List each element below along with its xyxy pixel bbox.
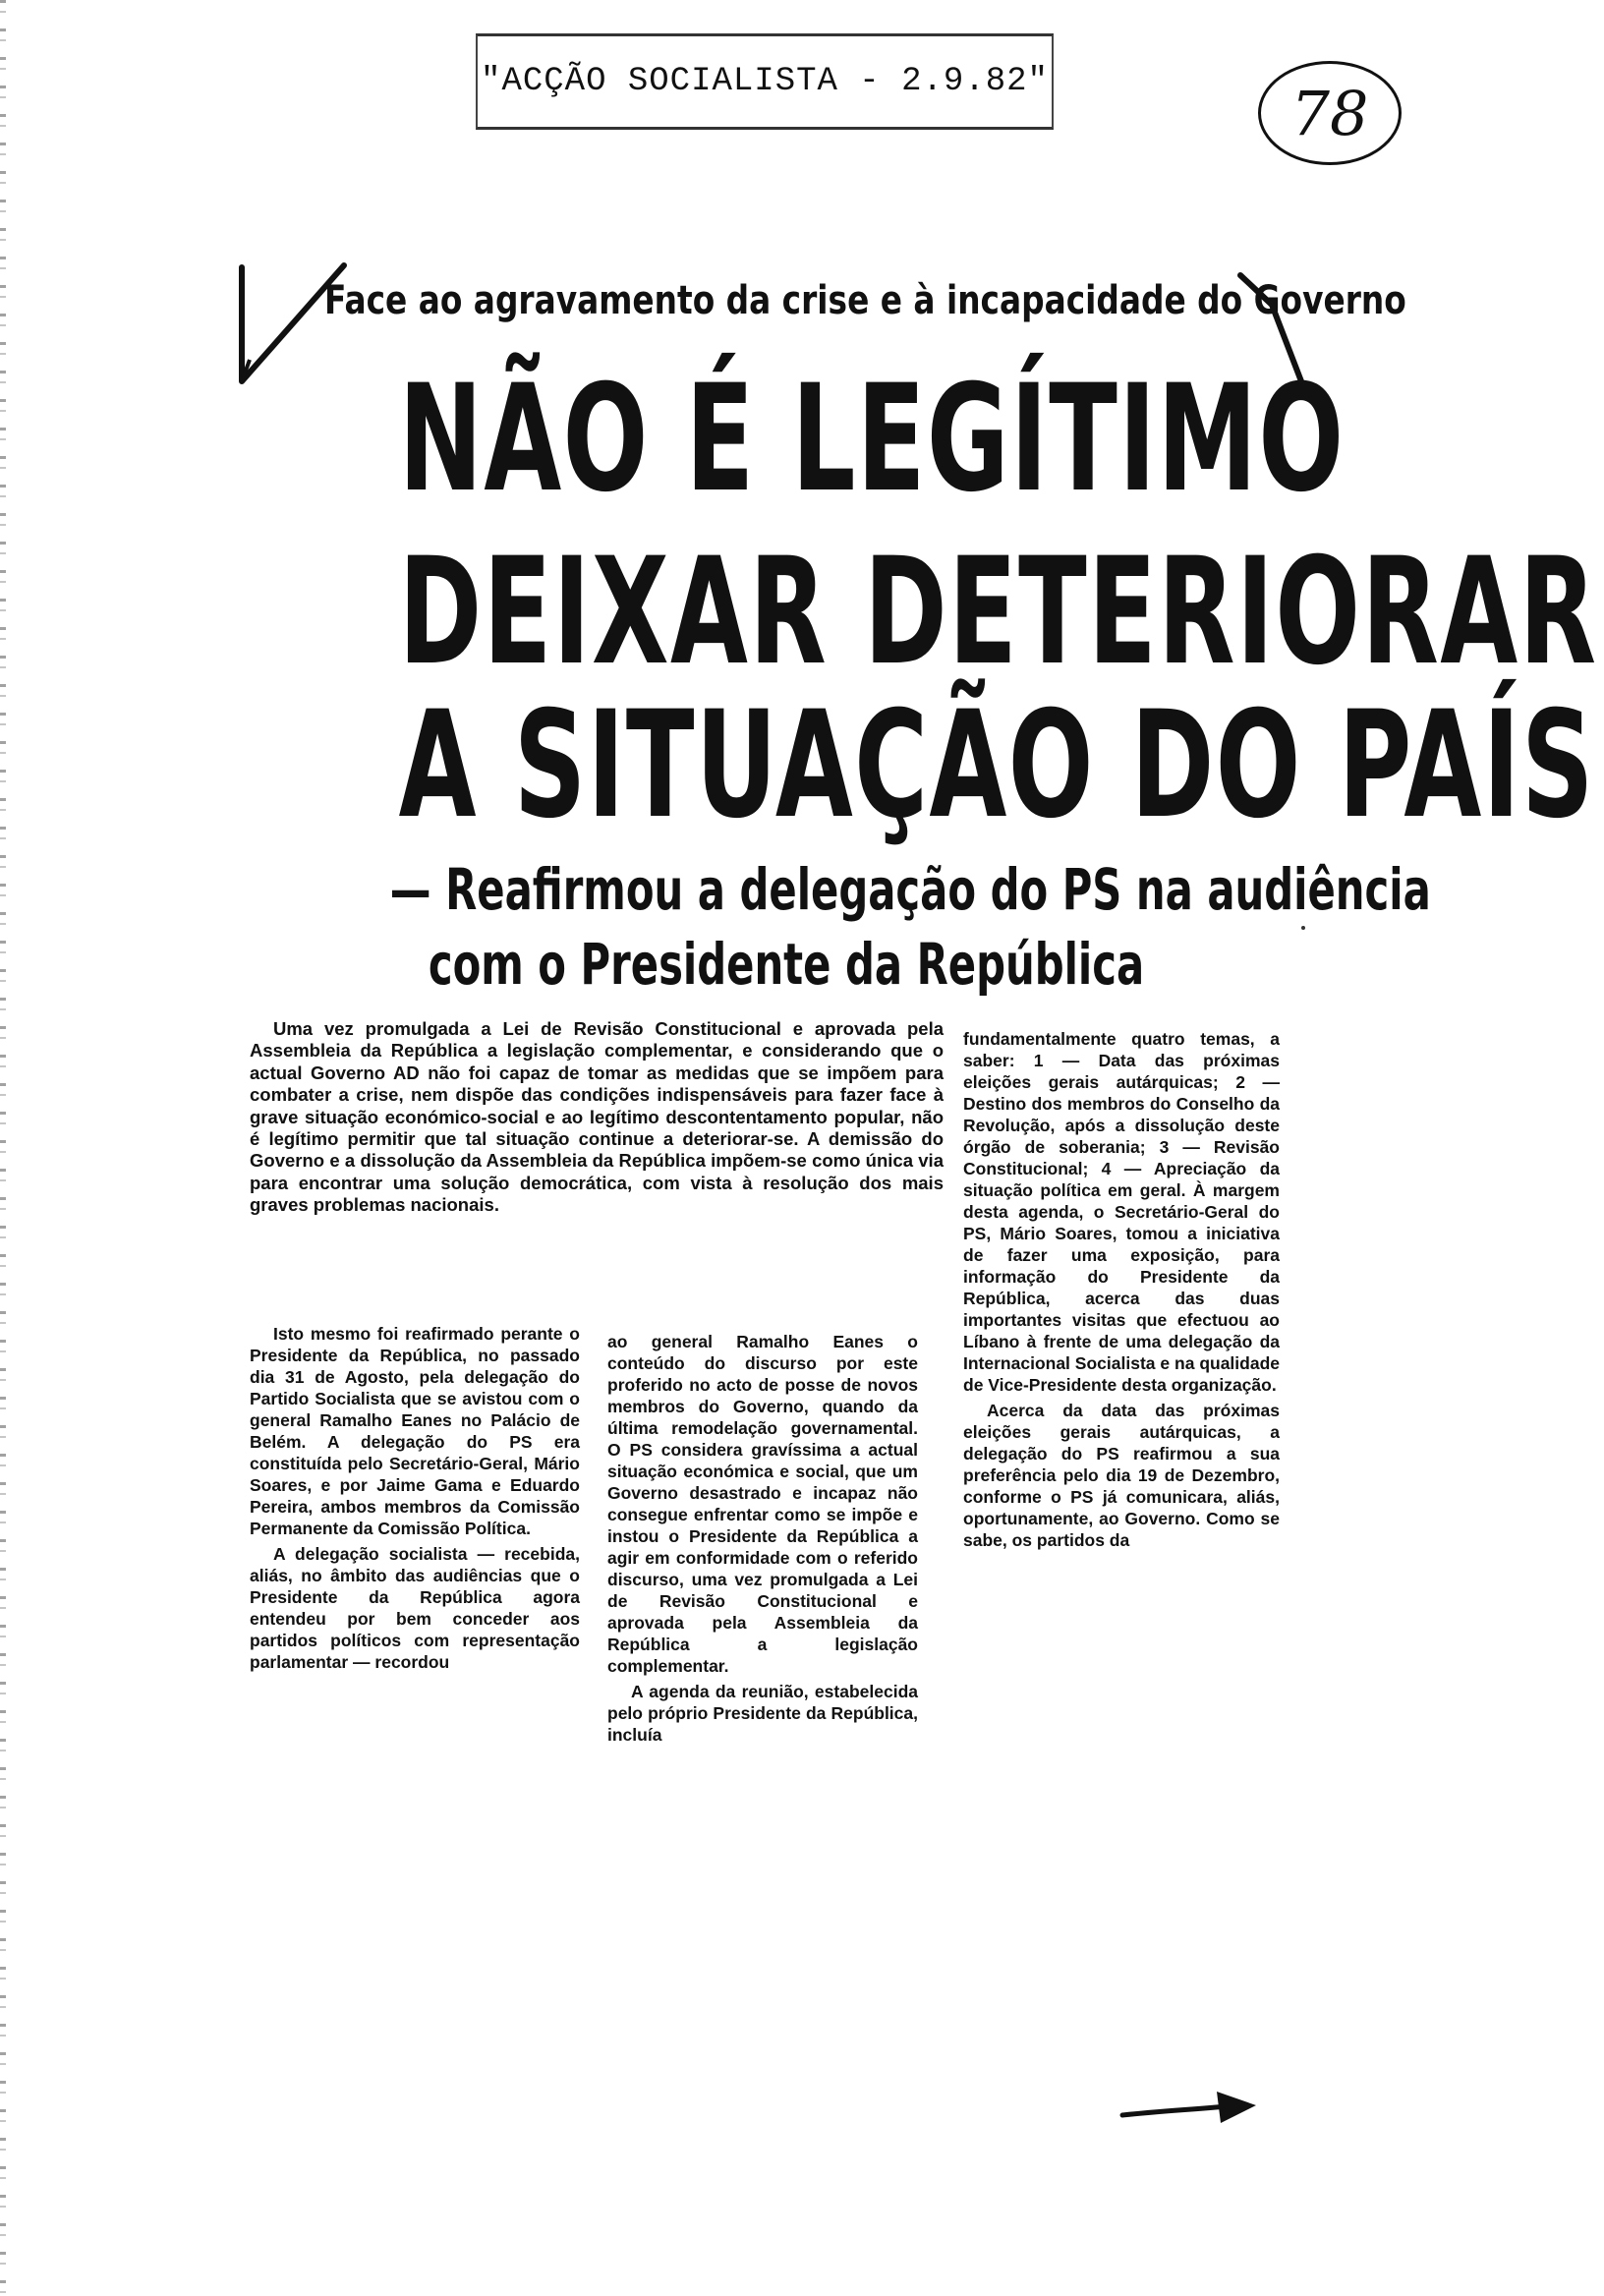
column-2-paragraph-1: ao general Ramalho Eanes o conteúdo do discurso por este proferido no acto de posse de novos membros do Governo, quando da última remodelação governamental. O PS considera gravíssima a actual situação económica e social, que um Governo desastrado e incapaz não consegue enfrentar como se impõe e instou o Presidente da República a agir em conformidade com o referido discurso, uma vez promulgada a Lei de Revisão Constitucional e aprovada pela Assembleia da República a legislação complementar. [607,1332,918,1676]
column-1-paragraph-1: Isto mesmo foi reafirmado perante o Presidente da República, no passado dia 31 de Agosto, pela delegação do Partido Socialista que se avistou com o general Ramalho Eanes no Palácio de Belém. A delegação do PS era constituída pelo Secretário-Geral, Mário Soares, e por Jaime Gama e Eduardo Pereira, ambos membros da Comissão Permanente da Comissão Política. [250,1324,580,1538]
subheadline-line-2: com o Presidente da República [428,931,1145,998]
article-column-1 [250,1323,580,1673]
lead-paragraph [250,1018,944,1217]
page-number-circle [1258,61,1402,165]
column-3-paragraph-2: Acerca da data das próximas eleições gerais autárquicas, a delegação do PS reafirmou a sua preferência pelo dia 19 de Dezembro, conforme o PS já comunicara, aliás, oportunamente, ao Governo. Como se sabe, os partidos da [963,1401,1280,1550]
headline-line-2: DEIXAR DETERIORAR [398,527,1598,698]
headline-line-1: NÃO É LEGÍTIMO [398,354,1346,525]
column-2-paragraph-2: A agenda da reunião, estabelecida pelo próprio Presidente da República, incluía [607,1682,918,1745]
column-3-paragraph-1: fundamentalmente quatro temas, a saber: 1 — Data das próximas eleições gerais autárquicas; 2 — Destino dos membros do Conselho da Revolução, após a dissolução deste órgão de soberania; 3 — Revisão Constitucional; 4 — Apreciação da situação política em geral. À margem desta agenda, o Secretário-Geral do PS, Mário Soares, tomou a iniciativa de fazer uma exposição, para informação do Presidente da República, acerca das duas importantes visitas que efectuou ao Líbano à frente de uma delegação da Internacional Socialista e na qualidade de Vice-Presidente desta organização. [963,1029,1280,1395]
kicker: Face ao agravamento da crise e à incapacidade do Governo [324,278,1406,323]
page-number: 78 [1290,77,1369,149]
headline-line-3: A SITUAÇÃO DO PAÍS [398,680,1595,851]
subheadline-line-1: — Reafirmou a delegação do PS na audiência [389,856,1431,923]
article-column-3 [963,1028,1280,1551]
source-stamp-text: "ACÇÃO SOCIALISTA - 2.9.82" [481,63,1049,100]
source-stamp [476,33,1054,130]
continue-arrow-icon [1118,2086,1266,2135]
lead-paragraph-text: Uma vez promulgada a Lei de Revisão Constitucional e aprovada pela Assembleia da República a legislação complementar, e considerando que o actual Governo AD não foi capaz de tomar as medidas que se impõem para combater a crise, nem dispõe das condições indispensáveis para fazer face à grave situação económico-social e ao legítimo descontentamento popular, não é legítimo permitir que tal situação continue a deteriorar-se. A demissão do Governo e a dissolução da Assembleia da República impõem-se como única via para encontrar uma solução democrática, com vista à resolução dos mais graves problemas nacionais. [250,1018,944,1216]
article-column-2 [607,1331,918,1746]
stray-ink-mark [1299,924,1307,932]
column-1-paragraph-2: A delegação socialista — recebida, aliás, no âmbito das audiências que o Presidente da República agora entendeu por bem conceder aos partidos políticos com representação parlamentar — recordou [250,1544,580,1672]
scan-edge-artifact [0,0,6,2296]
